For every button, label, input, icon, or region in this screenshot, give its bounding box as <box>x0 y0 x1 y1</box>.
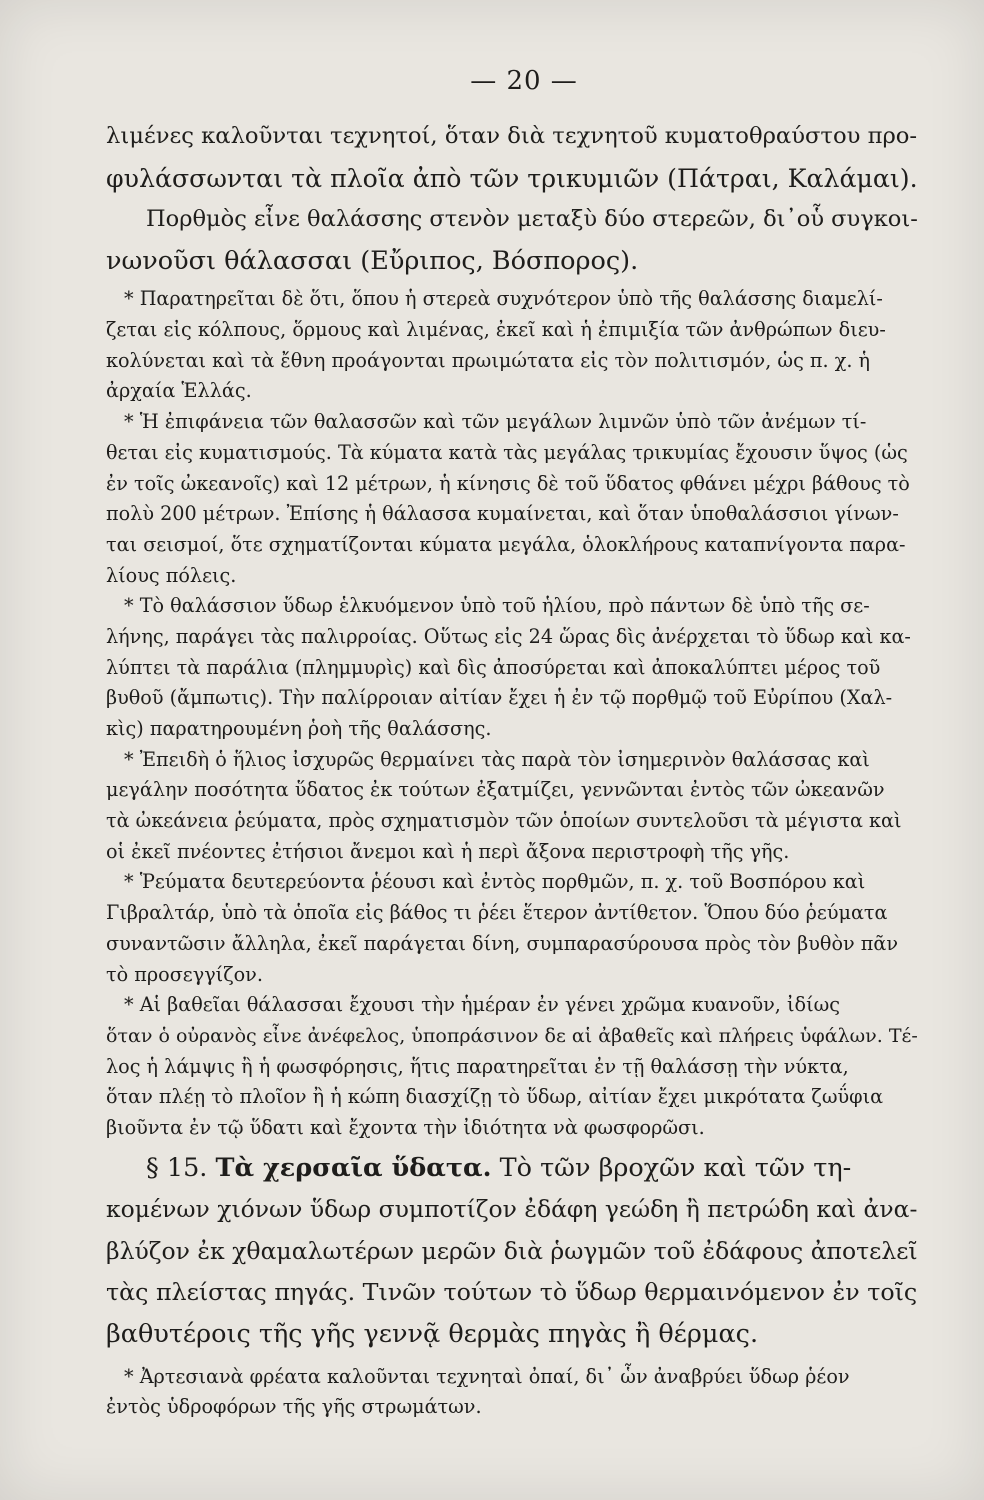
section-title: Τὰ χερσαῖα ὕδατα. <box>215 1152 492 1183</box>
note-line: ζεται εἰς κόλπους, ὅρμους καὶ λιμένας, ἐκεῖ καὶ ἡ ἐπιμιξία τῶν ἀνθρώπων διευ- <box>106 318 886 342</box>
section-first-line <box>106 1148 922 1190</box>
note-line: θεται εἰς κυματισμούς. Τὰ κύματα κατὰ τὰς μεγάλας τρικυμίας ἔχουσιν ὕψος (ὡς <box>106 440 908 464</box>
note-line: * Αἱ βαθεῖαι θάλασσαι ἔχουσι τὴν ἡμέραν ἐν γένει χρῶμα κυανοῦν, ἰδίως <box>124 993 840 1017</box>
text-line: λιμένες καλοῦνται τεχνητοί, ὅταν διὰ τεχνητοῦ κυματοθραύστου προ- <box>106 123 918 149</box>
note-line: λύπτει τὰ παράλια (πλημμυρὶς) καὶ δὶς ἀποσύρεται καὶ ἀποκαλύπτει μέρος τοῦ <box>106 655 881 679</box>
note-line: κολύνεται καὶ τὰ ἔθνη προάγονται πρωιμώτατα εἰς τὸν πολιτισμόν, ὡς π. χ. ἡ <box>106 348 871 372</box>
page-number: — 20 — <box>470 66 578 96</box>
note-line: βυθοῦ (ἄμπωτις). Τὴν παλίρροιαν αἰτίαν ἔχει ἡ ἐν τῷ πορθμῷ τοῦ Εὐρίπου (Χαλ- <box>106 686 893 710</box>
note-line: * Ἀρτεσιανὰ φρέατα καλοῦνται τεχνηταὶ ὀπαί, δι᾽ ὧν ἀναβρύει ὕδωρ ῥέον <box>124 1364 850 1388</box>
text-line: Πορθμὸς εἶνε θαλάσσης στενὸν μεταξὺ δύο στερεῶν, δι᾽οὗ συγκοι- <box>146 206 918 233</box>
note-line: οἱ ἐκεῖ πνέοντες ἐτήσιοι ἄνεμοι καὶ ἡ περὶ ἄξονα περιστροφὴ τῆς γῆς. <box>106 839 790 863</box>
note-line: * Ἐπειδὴ ὁ ἥλιος ἰσχυρῶς θερμαίνει τὰς παρὰ τὸν ἰσημερινὸν θαλάσσας καὶ <box>124 747 870 771</box>
note-line: λος ἡ λάμψις ἢ ἡ φωσφόρησις, ἥτις παρατηρεῖται ἐν τῇ θαλάσσῃ τὴν νύκτα, <box>106 1054 849 1078</box>
note-line: * Ἡ ἐπιφάνεια τῶν θαλασσῶν καὶ τῶν μεγάλων λιμνῶν ὑπὸ τῶν ἀνέμων τί- <box>124 410 867 434</box>
note-line: λήνης, παράγει τὰς παλιρροίας. Οὕτως εἰς 24 ὥρας δὶς ἀνέρχεται τὸ ὕδωρ καὶ κα- <box>106 624 911 648</box>
note-line: ται σεισμοί, ὅτε σχηματίζονται κύματα μεγάλα, ὁλοκλήρους καταπνίγοντα παρα- <box>106 532 906 556</box>
note-line: ἐντὸς ὑδροφόρων τῆς γῆς στρωμάτων. <box>106 1395 482 1419</box>
note-line: ὅταν ὁ οὐρανὸς εἶνε ἀνέφελος, ὑποπράσινον δε αἱ ἀβαθεῖς καὶ πλήρεις ὑφάλων. Τέ- <box>106 1024 918 1047</box>
text-line: νωνοῦσι θάλασσαι (Εὔριπος, Βόσπορος). <box>106 245 639 276</box>
main-text-top <box>106 116 922 282</box>
section-first-line-text: Τὸ τῶν βροχῶν καὶ τῶν τη- <box>499 1152 852 1183</box>
note-line: κὶς) παρατηρουμένη ῥοὴ τῆς θαλάσσης. <box>106 717 492 740</box>
note-line: μεγάλην ποσότητα ὕδατος ἐκ τούτων ἐξατμίζει, γεννῶνται ἐντὸς τῶν ὠκεανῶν <box>106 778 885 802</box>
note-line: Γιβραλτάρ, ὑπὸ τὰ ὁποῖα εἰς βάθος τι ῥέει ἕτερον ἀντίθετον. Ὅπου δύο ῥεύματα <box>106 901 888 925</box>
section-15 <box>106 1148 922 1356</box>
note-line: τὸ προσεγγίζον. <box>106 962 263 986</box>
text-line: τὰς πλείστας πηγάς. Τινῶν τούτων τὸ ὕδωρ θερμαινόμενον ἐν τοῖς <box>106 1278 918 1307</box>
text-line: κομένων χιόνων ὕδωρ συμποτίζον ἐδάφη γεώδη ἢ πετρώδη καὶ ἀνα- <box>106 1195 918 1224</box>
note-line: βιοῦντα ἐν τῷ ὕδατι καὶ ἔχοντα τὴν ἰδιότητα νὰ φωσφορῶσι. <box>106 1115 705 1139</box>
text-line: βλύζον ἐκ χθαμαλωτέρων μερῶν διὰ ῥωγμῶν τοῦ ἐδάφους ἀποτελεῖ <box>106 1236 918 1265</box>
note-line: λίους πόλεις. <box>106 563 237 587</box>
footnote-block <box>106 1362 922 1423</box>
note-line: * Παρατηρεῖται δὲ ὅτι, ὅπου ἡ στερεὰ συχνότερον ὑπὸ τῆς θαλάσσης διαμελί- <box>124 287 883 311</box>
text-line: βαθυτέροις τῆς γῆς γεννᾷ θερμὰς πηγὰς ἢ θέρμας. <box>106 1319 759 1349</box>
note-line: ἐν τοῖς ὠκεανοῖς) καὶ 12 μέτρων, ἡ κίνησις δὲ τοῦ ὕδατος φθάνει μέχρι βάθους τὸ <box>106 471 910 495</box>
note-line: συναντῶσιν ἄλληλα, ἐκεῖ παράγεται δίνη, συμπαρασύρουσα πρὸς τὸν βυθὸν πᾶν <box>106 931 898 955</box>
note-line: * Τὸ θαλάσσιον ὕδωρ ἑλκυόμενον ὑπὸ τοῦ ἡλίου, πρὸ πάντων δὲ ὑπὸ τῆς σε- <box>124 594 870 618</box>
notes-block <box>106 284 922 1143</box>
text-line: φυλάσσωνται τὰ πλοῖα ἀπὸ τῶν τρικυμιῶν (Πάτραι, Καλάμαι). <box>106 163 918 193</box>
section-number: § 15. <box>146 1152 208 1183</box>
note-line: ὅταν πλέῃ τὸ πλοῖον ἢ ἡ κώπη διασχίζῃ τὸ ὕδωρ, αἰτίαν ἔχει μικρότατα ζωΰφια <box>106 1085 884 1109</box>
note-line: πολὺ 200 μέτρων. Ἐπίσης ἡ θάλασσα κυμαίνεται, καὶ ὅταν ὑποθαλάσσιοι γίνων- <box>106 502 899 526</box>
note-line: τὰ ὠκεάνεια ῥεύματα, πρὸς σχηματισμὸν τῶν ὁποίων συντελοῦσι τὰ μέγιστα καὶ <box>106 809 902 833</box>
note-line: ἀρχαία Ἑλλάς. <box>106 379 252 403</box>
note-line: * Ῥεύματα δευτερεύοντα ῥέουσι καὶ ἐντὸς πορθμῶν, π. χ. τοῦ Βοσπόρου καὶ <box>124 870 866 894</box>
